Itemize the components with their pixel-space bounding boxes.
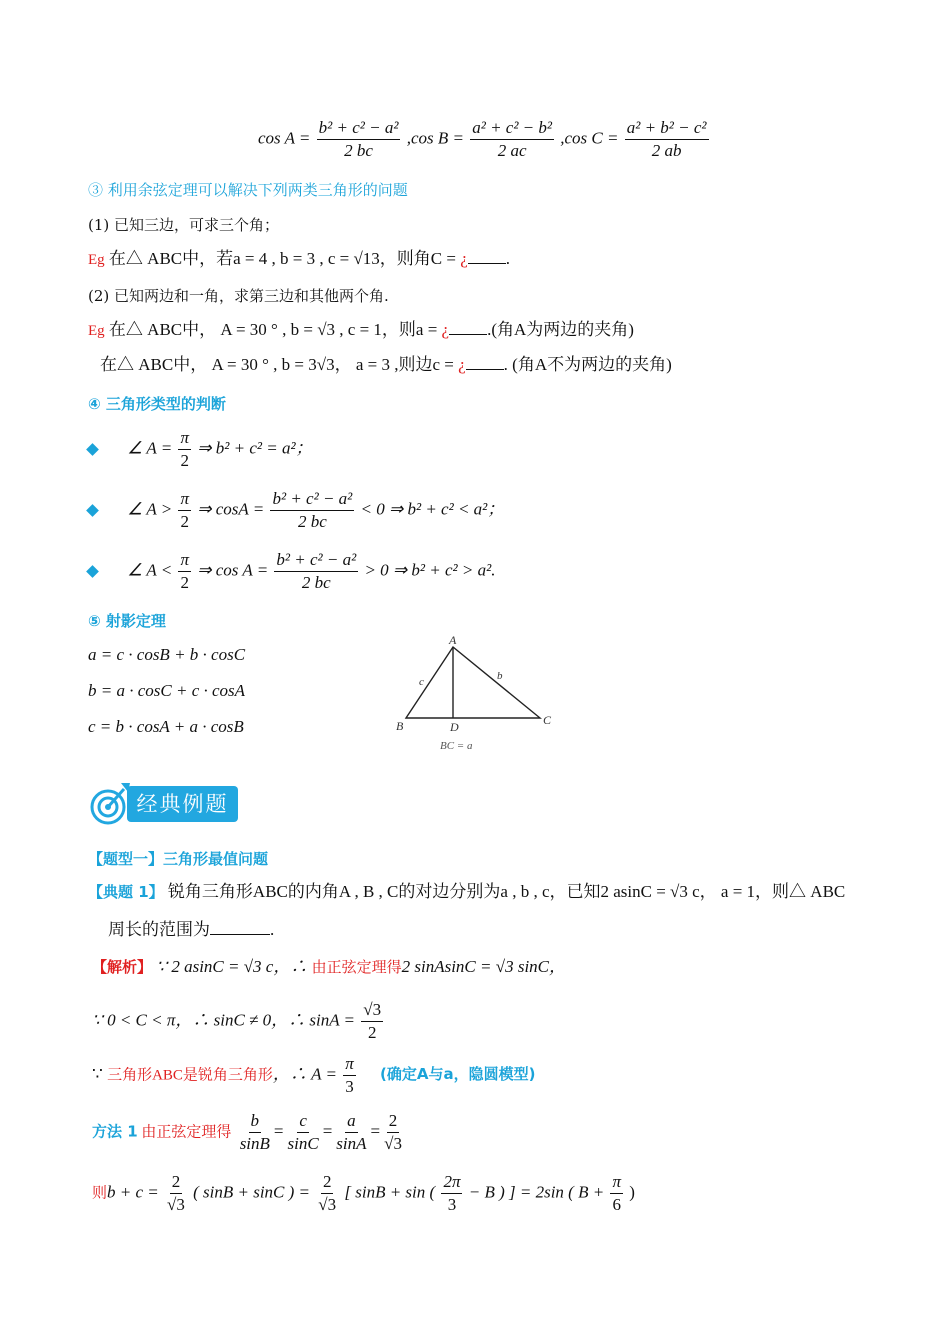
fraction: $\frac{\pi}{3}$ [345, 1054, 354, 1096]
fraction: $\frac{a}{\sin A}$ [336, 1111, 367, 1153]
section3-heading: ③ 利用余弦定理可以解决下列两类三角形的问题 [88, 181, 408, 199]
example1-line1: 【典题 1】 锐角三角形ABC的内角A , B , C的对边分别为a , b , c，已知2 asinC = √3 c， a = 1，则△ ABC [88, 882, 846, 901]
fraction: $\frac{2\pi}{3}$ [443, 1172, 461, 1214]
diamond-bullet-icon [86, 504, 99, 517]
foot-d-label: D [450, 720, 459, 734]
projection-formula-2: b = a · cosC + c · cosA [88, 681, 246, 700]
classic-examples-banner: 经典例题 [127, 786, 238, 822]
solution-line2: ∵ 0 < C < π，∴ sinC ≠ 0，∴ sinA = $\frac{√3}{2}$ [92, 1000, 382, 1042]
fraction: $\frac{\text{b² + c² − a²}}{2 bc}$ [318, 118, 399, 160]
fraction: $\frac{\text{b² + c² − a²}}{2 bc}$ [276, 550, 357, 592]
vertex-a-label: A [449, 633, 457, 647]
eg2-line: Eg 在△ ABC中， A = 30 ° , b = √3 , c = 1，则a = ¿ .(角A为两边的夹角) [88, 320, 634, 339]
fraction: $\frac{\pi}{2}$ [180, 428, 190, 470]
section5-heading: ⑤ 射影定理 [88, 612, 166, 630]
cos-formula-line: cos A = $\frac{\text{b² + c² − a²}}{2 bc}$ ,cos B = $\frac{\text{a² + c² − b²}}{2 ac}$ ,cos C = $\frac{\text{a² + b² − c²}}{2 ab}$ [258, 118, 707, 160]
answer-blank[interactable] [466, 355, 504, 370]
fraction: $\frac{2}{√3}$ [318, 1172, 337, 1214]
vertex-c-label: C [543, 713, 552, 727]
diamond-bullet-icon [86, 443, 99, 456]
judge-row-acute: ∠ A < $\frac{\pi}{2}$ ⇒ cos A = $\frac{\text{b² + c² − a²}}{2 bc}$ > 0 ⇒ b² + c² > a². [88, 550, 495, 593]
fraction: $\frac{2}{√3}$ [167, 1172, 185, 1214]
solution-line1: 【解析】 ∵ 2 asinC = √3 c，∴ 由正弦定理得2 sinAsinC = √3 sinC， [92, 957, 567, 976]
fraction: $\frac{√3}{2}$ [363, 1000, 382, 1042]
projection-formula-3: c = b · cosA + a · cosB [88, 717, 244, 736]
example1-line2: 周长的范围为 . [108, 920, 275, 939]
side-b-label: b [497, 670, 503, 682]
side-c-label: c [419, 676, 424, 688]
judge-row-obtuse: ∠ A > $\frac{\pi}{2}$ ⇒ cosA = $\frac{\text{b² + c² − a²}}{2 bc}$ < 0 ⇒ b² + c² < a²； [88, 489, 504, 532]
fraction: $\frac{\text{b² + c² − a²}}{2 bc}$ [272, 489, 353, 531]
answer-blank[interactable] [210, 920, 270, 935]
eg1-line: Eg 在△ ABC中，若a = 4 , b = 3 , c = √13，则角C = ¿ . [88, 249, 511, 268]
fraction: $\frac{\pi}{2}$ [180, 550, 190, 592]
fraction: $\frac{\pi}{2}$ [180, 489, 190, 531]
vertex-b-label: B [396, 719, 404, 733]
case2-text: (2) 已知两边和一角，求第三边和其他两个角. [88, 287, 389, 305]
answer-blank[interactable] [468, 249, 506, 264]
projection-formula-1: a = c · cosB + b · cosC [88, 645, 246, 664]
answer-blank[interactable] [449, 320, 487, 335]
judge-row-right: ∠ A = $\frac{\pi}{2}$ ⇒ b² + c² = a²； [88, 428, 313, 471]
diagram-caption: BC = a [440, 740, 473, 752]
fraction: $\frac{\pi}{6}$ [612, 1172, 621, 1214]
section4-heading: ④ 三角形类型的判断 [88, 395, 226, 413]
fraction: $\frac{\text{a² + b² − c²}}{2 ab}$ [626, 118, 707, 160]
case1-text: (1) 已知三边，可求三个角； [88, 216, 280, 234]
eg3-line: 在△ ABC中， A = 30 ° , b = 3√3， a = 3 ,则边c = ¿ . (角A不为两边的夹角) [100, 355, 672, 374]
fraction: $\frac{c}{\sin C}$ [287, 1111, 319, 1153]
solution-line3: ∵ 三角形ABC是锐角三角形，∴ A = $\frac{\pi}{3}$ (确定A与a，隐圆模型) [92, 1054, 536, 1096]
fraction: $\frac{b}{\sin B}$ [239, 1111, 270, 1153]
fraction: $\frac{\text{a² + c² − b²}}{2 ac}$ [472, 118, 552, 160]
triangle-diagram [390, 630, 570, 760]
method1-line: 方法 1 由正弦定理得 $\frac{b}{\sin B}$ = $\frac{c}{\sin C}$ = $\frac{a}{\sin A}$ = $\frac{2}{√3}$ [92, 1111, 402, 1153]
final-line: 则b + c = $\frac{2}{√3}$ ( sinB + sinC ) = $\frac{2}{√3}$ [ sinB + sin ( $\frac{2\pi}{3}$ − B ) ] = 2sin ( B + $\frac{\pi}{6}$ ) [92, 1172, 635, 1214]
fraction: $\frac{2}{√3}$ [384, 1111, 402, 1153]
type1-heading: 【题型一】三角形最值问题 [88, 850, 269, 868]
diamond-bullet-icon [86, 565, 99, 578]
